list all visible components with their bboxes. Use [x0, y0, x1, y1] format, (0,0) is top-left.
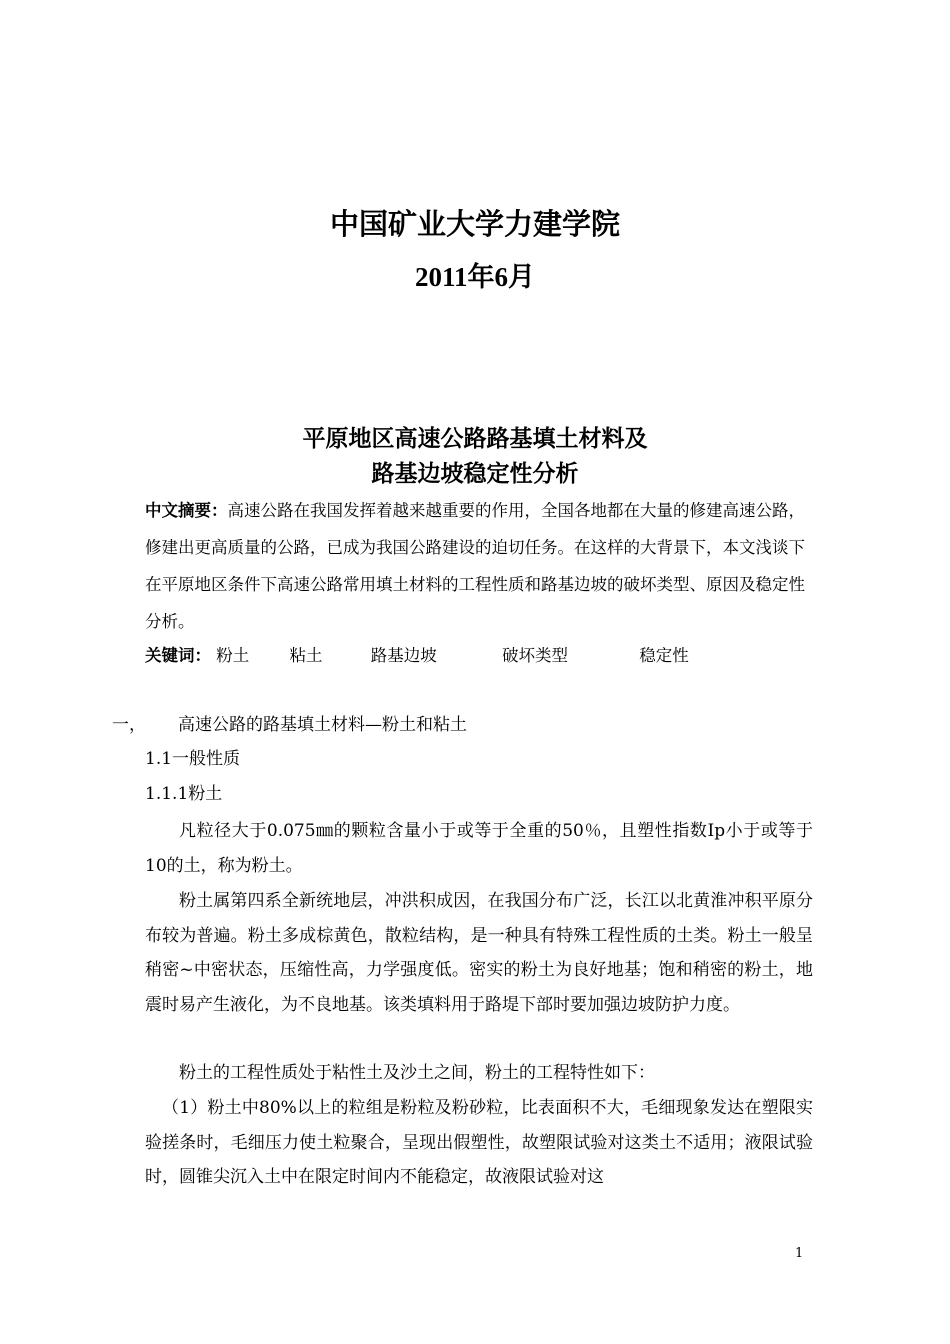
paragraph: 粉土的工程性质处于粘性土及沙土之间，粉土的工程特性如下：: [179, 1063, 655, 1083]
paper-title-line2: 路基边坡稳定性分析: [371, 461, 579, 487]
paragraph: （1）粉土中80%以上的粒组是粉粒及粉砂粒，比表面积不大，毛细现象发达在塑限实验搓条时，毛细压力使土粒聚合，呈现出假塑性，故塑限试验对这类土不适用；液限试验时，圆锥尖沉入土中在限定时间内不能稳定，故液限试验对这: [145, 1098, 813, 1187]
subsubsection-heading: 1.1.1粉土: [145, 784, 223, 804]
subsection-heading: 1.1一般性质: [145, 749, 241, 769]
keyword-item: 稳定性: [639, 646, 689, 665]
abstract-label: 中文摘要：: [145, 501, 228, 520]
section-heading: [112, 710, 467, 740]
abstract-text: 高速公路在我国发挥着越来越重要的作用，全国各地都在大量的修建高速公路，修建出更高质量的公路，已成为我国公路建设的迫切任务。在这样的大背景下，本文浅谈下在平原地区条件下高速公路常用填土材料的工程性质和路基边坡的破坏类型、原因及稳定性分析。: [145, 501, 805, 631]
paper-title-line1: 平原地区高速公路路基填土材料及: [302, 426, 648, 452]
section-number: 一，: [112, 715, 146, 735]
paragraph: 粉土属第四系全新统地层，冲洪积成因，在我国分布广泛，长江以北黄淮冲积平原分布较为普遍。粉土多成棕黄色，散粒结构，是一种具有特殊工程性质的土类。粉土一般呈稍密~中密状态，压缩性高，力学强度低。密实的粉土为良好地基；饱和稍密的粉土，地震时易产生液化，为不良地基。该类填料用于路堤下部时要加强边坡防护力度。: [145, 891, 813, 1015]
paragraph: 凡粒径大于0.075㎜的颗粒含量小于或等于全重的50％，且塑性指数Ip小于或等于10的土，称为粉土。: [145, 821, 813, 876]
abstract: [145, 492, 813, 640]
keyword-item: 路基边坡: [370, 646, 437, 665]
cover-date: 2011年6月: [414, 262, 535, 292]
section-title: 高速公路的路基填土材料—粉土和粘土: [178, 715, 467, 735]
keyword-item: 粘土: [289, 646, 323, 665]
page-number: 1: [795, 1246, 804, 1261]
keyword-item: 粉土: [216, 646, 250, 665]
keywords: [145, 641, 689, 671]
keywords-label: 关键词：: [145, 646, 211, 665]
keyword-item: 破坏类型: [502, 646, 568, 665]
cover-institution: 中国矿业大学力建学院: [329, 207, 620, 241]
